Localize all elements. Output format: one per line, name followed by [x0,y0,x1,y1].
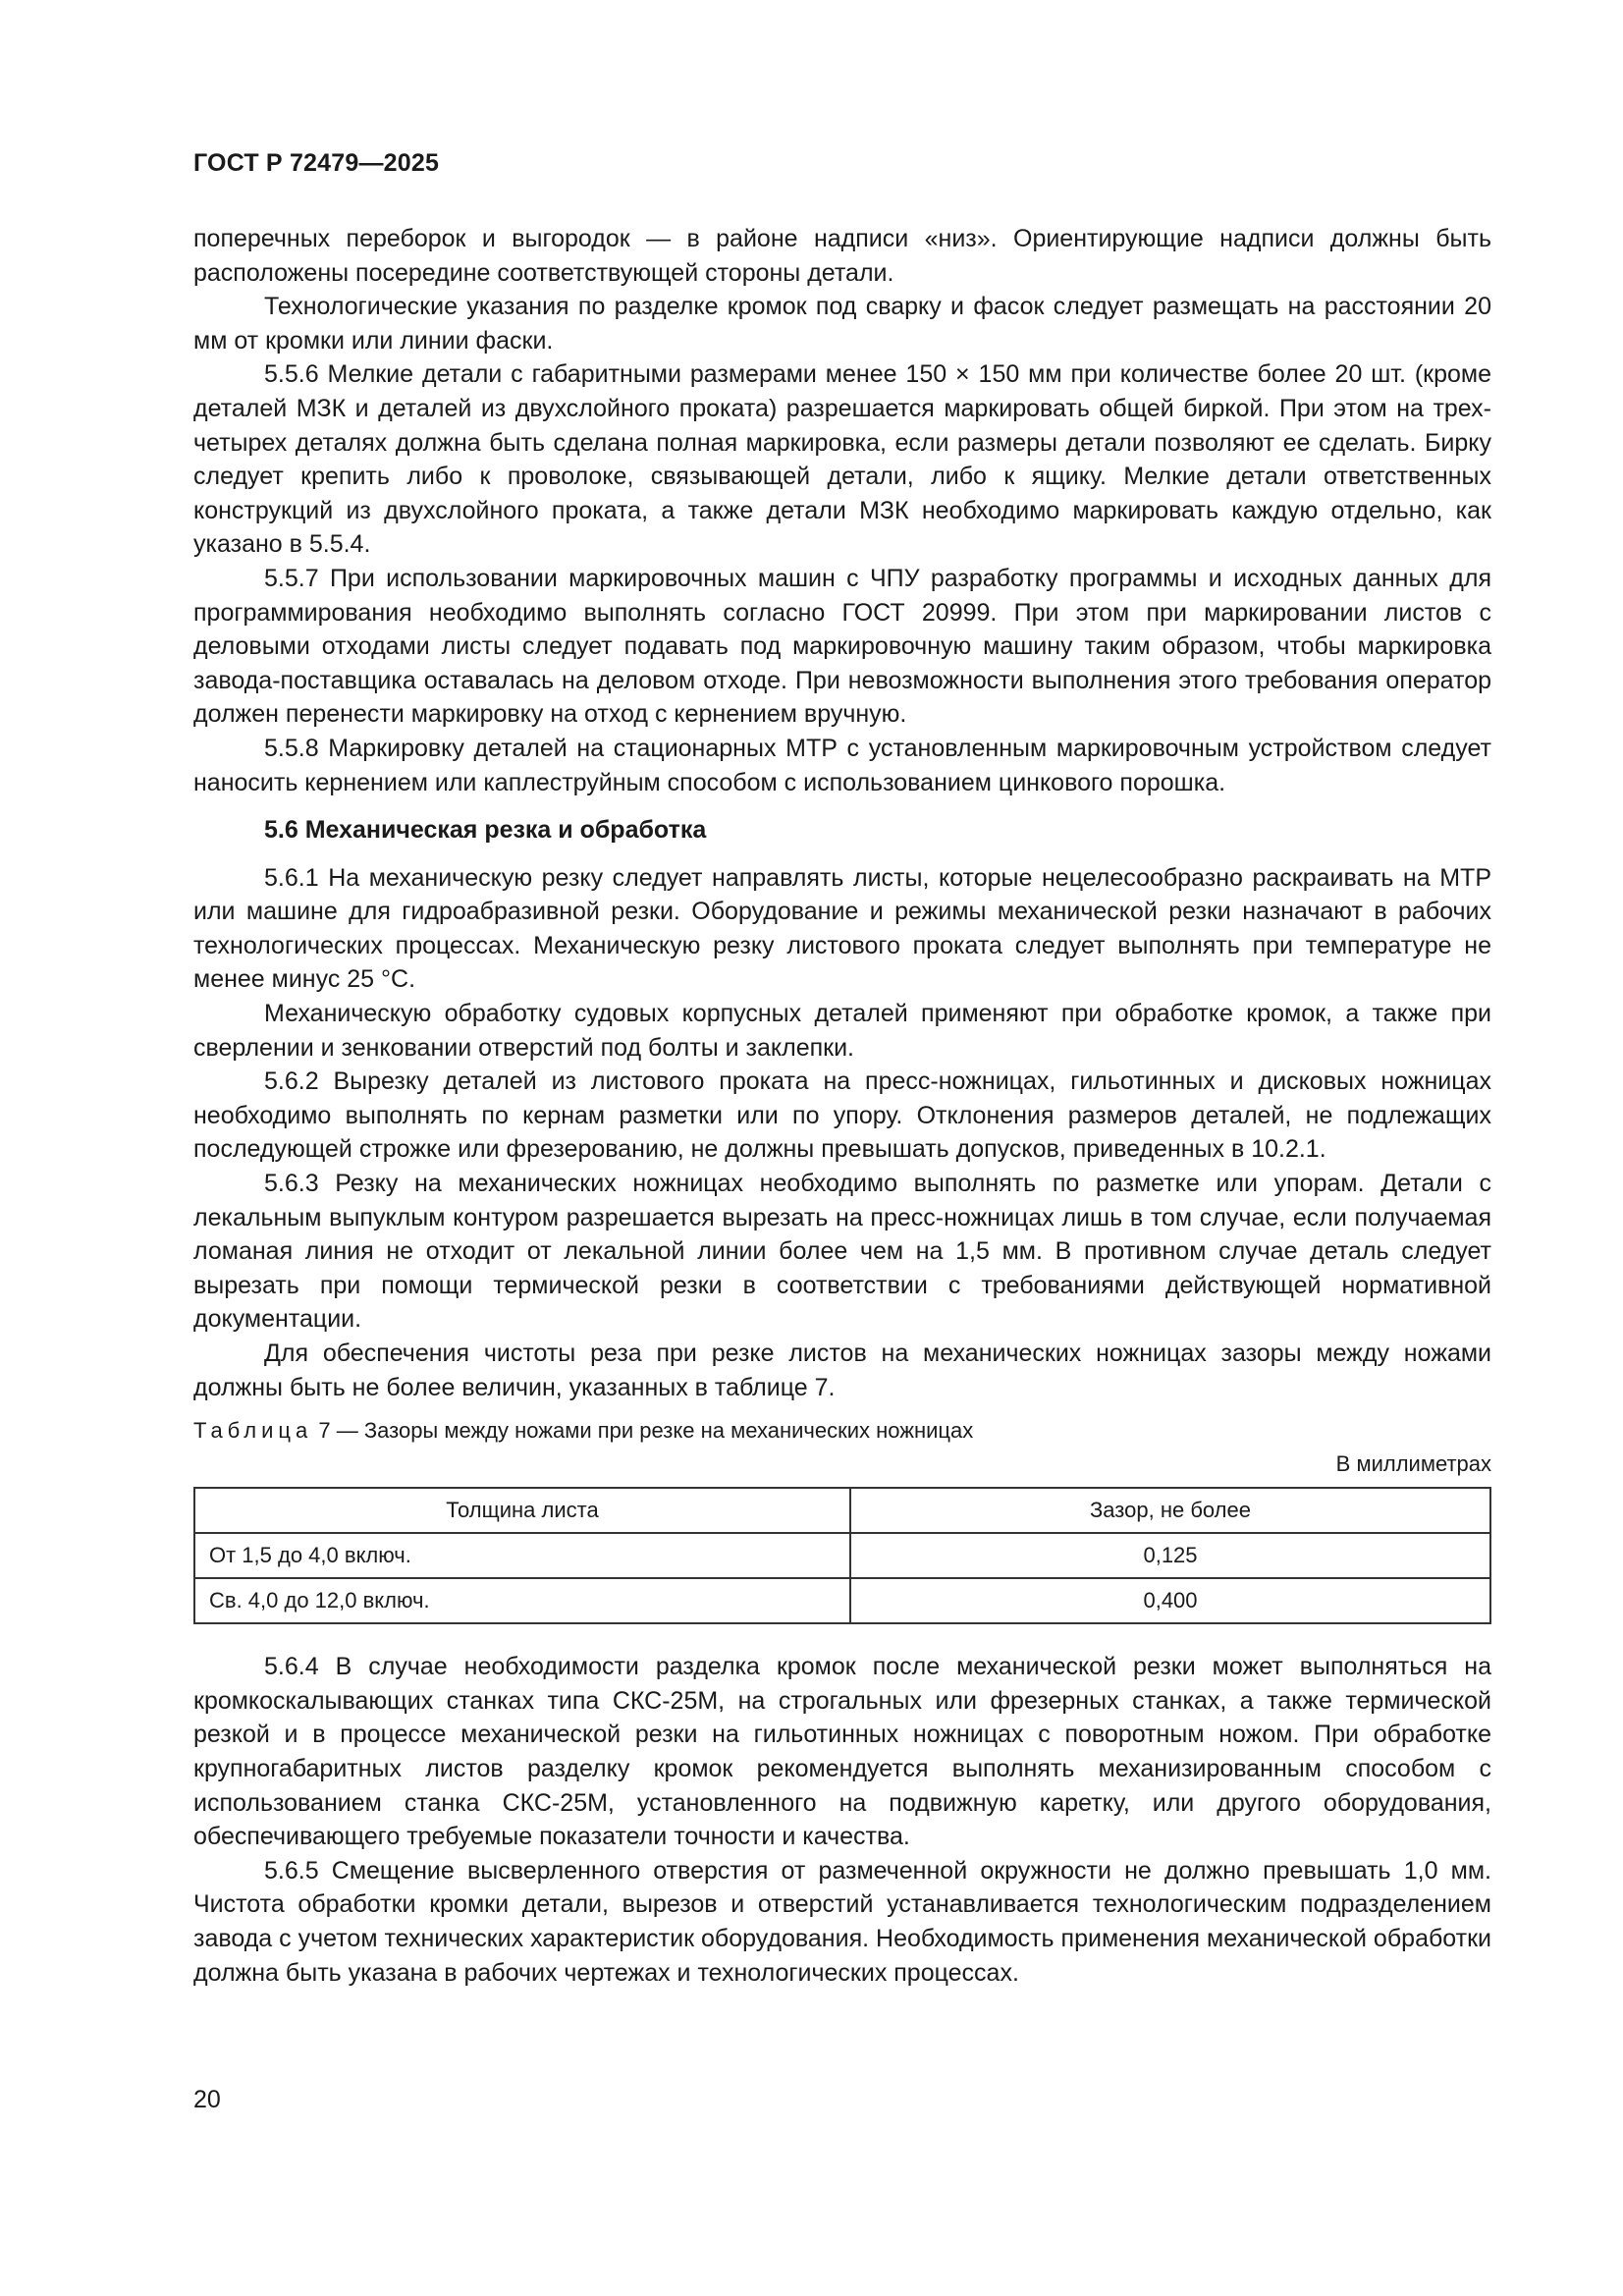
paragraph: 5.6.2 Вырезку деталей из листового проката на пресс-ножницах, гильотинных и дисковых ножницах необходимо выполнять по кернам разметки или по упору. Отклонения размеров деталей, не подлежащих последующей строжке или фрезерованию, не должны превышать допусков, приведенных в 10.2.1. [193,1067,1491,1164]
section-heading: 5.6 Механическая резка и обработка [264,816,707,845]
paragraph: 5.5.7 При использовании маркировочных машин с ЧПУ разработку программы и исходных данных для программирования необходимо выполнять согласно ГОСТ 20999. При этом при маркировании листов с деловыми отходами листы следует подавать под маркировочную машину таким образом, чтобы маркировка завода-поставщика оставалась на деловом отходе. При невозможности выполнения этого требования оператор должен перенести маркировку на отход с кернением вручную. [193,564,1491,729]
paragraph: Технологические указания по разделке кромок под сварку и фасок следует размещать на расстоянии 20 мм от кромки или линии фаски. [193,293,1491,355]
table-row [194,1533,1490,1578]
body-text [193,222,1491,1990]
paragraph-group-a [193,222,1491,799]
gap-table [193,1487,1491,1624]
paragraph: 5.5.6 Мелкие детали с габаритными размерами менее 150 × 150 мм при количестве более 20 шт. (кроме деталей МЗК и деталей из двухслойного проката) разрешается маркировать общей биркой. При этом на трех-четырех деталях должна быть сделана полная маркировка, если размеры детали позволяют ее сделать. Бирку следует крепить либо к проволоке, связывающей детали, либо к ящику. Мелкие детали ответственных конструкций из двухслойного проката, а также детали МЗК необходимо маркировать каждую отдельно, как указано в 5.5.4. [193,360,1491,559]
paragraph: 5.5.8 Маркировку деталей на стационарных МТР с установленным маркировочным устройством следует наносить кернением или каплеструйным способом с использованием цинкового порошка. [193,734,1491,796]
paragraph: 5.6.1 На механическую резку следует направлять листы, которые нецелесообразно раскраивать на МТР или машине для гидроабразивной резки. Оборудование и режимы механической резки назначают в рабочих технологических процессах. Механическую резку листового проката следует выполнять при температуре не менее минус 25 °С. [193,863,1491,994]
table-header-cell: Зазор, не более [850,1488,1490,1533]
table-caption-title: 7 — Зазоры между ножами при резке на механических ножницах [312,1418,974,1444]
table-header-row [194,1488,1490,1533]
table-header-cell: Толщина листа [194,1488,850,1533]
page-number: 20 [193,2086,221,2113]
paragraph: 5.6.4 В случае необходимости разделка кромок после механической резки может выполняться на кромкоскалывающих станках типа СКС-25М, на строгальных или фрезерных станках, а также термической резкой и в процессе механической резки на гильотинных ножницах с поворотным ножом. При обработке крупногабаритных листов разделку кромок рекомендуется выполнять механизированным способом с использованием станка СКС-25М, установленного на подвижную каретку, или другого оборудования, обеспечивающего требуемые показатели точности и качества. [193,1653,1491,1851]
paragraph-group-b [193,861,1491,1405]
paragraph: Для обеспечения чистоты реза при резке листов на механических ножницах зазоры между ножами должны быть не более величин, указанных в таблице 7. [193,1339,1491,1401]
paragraph-group-c [193,1650,1491,1990]
table-cell-gap: 0,400 [850,1578,1490,1623]
paragraph: поперечных переборок и выгородок — в районе надписи «низ». Ориентирующие надписи должны быть расположены посередине соответствующей стороны детали. [193,225,1491,287]
table-units: В миллиметрах [1335,1451,1491,1477]
table-caption [193,1416,1491,1446]
table-row [194,1578,1490,1623]
document-header: ГОСТ Р 72479—2025 [193,149,440,177]
table-cell-gap: 0,125 [850,1533,1490,1578]
table-caption-label: Таблица [193,1418,313,1444]
table-cell-thickness: От 1,5 до 4,0 включ. [194,1533,850,1578]
paragraph: Механическую обработку судовых корпусных деталей применяют при обработке кромок, а также при сверлении и зенковании отверстий под болты и заклепки. [193,1000,1491,1062]
paragraph: 5.6.3 Резку на механических ножницах необходимо выполнять по разметке или упорам. Детали с лекальным выпуклым контуром разрешается вырезать на пресс-ножницах лишь в том случае, если получаемая ломаная линия не отходит от лекальной линии более чем на 1,5 мм. В противном случае деталь следует вырезать при помощи термической резки в соответствии с требованиями действующей нормативной документации. [193,1170,1491,1334]
paragraph: 5.6.5 Смещение высверленного отверстия от размеченной окружности не должно превышать 1,0 мм. Чистота обработки кромки детали, вырезов и отверстий устанавливается технологическим подразделением завода с учетом технических характеристик оборудования. Необходимость применения механической обработки должна быть указана в рабочих чертежах и технологических процессах. [193,1856,1491,1987]
table-cell-thickness: Св. 4,0 до 12,0 включ. [194,1578,850,1623]
